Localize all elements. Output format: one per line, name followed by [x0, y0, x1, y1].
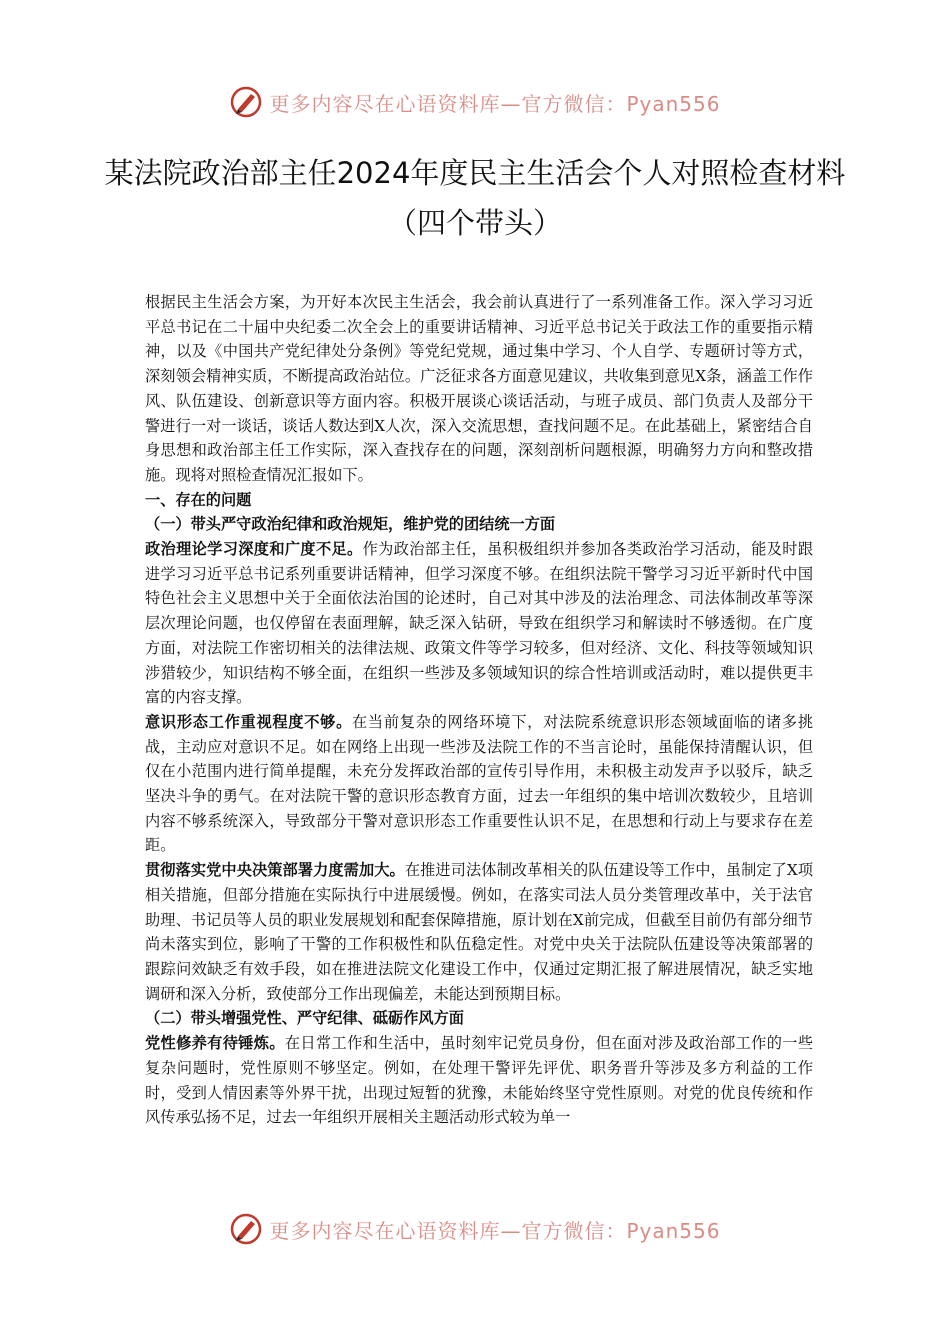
paragraph-lead: 意识形态工作重视程度不够。 [145, 712, 352, 731]
subsection-heading-1: （一）带头严守政治纪律和政治规矩，维护党的团结统一方面 [145, 515, 556, 534]
watermark-text-bottom: 更多内容尽在心语资料库—官方微信：Pyan556 [269, 1218, 721, 1243]
paragraph-body: 在当前复杂的网络环境下，对法院系统意识形态领域面临的诸多挑战，主动应对意识不足。如在网络上出现一些涉及法院工作的不当言论时，虽能保持清醒认识，但仅在小范围内进行简单提醒，未充分发挥政治部的宣传引导作用，未积极主动发声予以驳斥，缺乏坚决斗争的勇气。在对法院干警的意识形态教育方面，过去一年组织的集中培训次数较少，且培训内容不够系统深入，导致部分干警对意识形态工作重要性认识不足，在思想和行动上与要求存在差距。 [145, 712, 814, 855]
pen-logo-icon [229, 85, 263, 119]
watermark-banner-top [0, 82, 950, 122]
paragraph-body: 在日常工作和生活中，虽时刻牢记党员身份，但在面对涉及政治部工作的一些复杂问题时，党性原则不够坚定。例如，在处理干警评先评优、职务晋升等涉及多方利益的工作时，受到人情因素等外界干扰，出现过短暂的犹豫，未能始终坚守党性原则。对党的优良传统和作风传承弘扬不足，过去一年组织开展相关主题活动形式较为单一 [145, 1034, 814, 1127]
watermark-text-top: 更多内容尽在心语资料库—官方微信：Pyan556 [269, 91, 721, 116]
paragraph-theory-study [145, 537, 813, 710]
paragraph-party-spirit [145, 1031, 813, 1130]
paragraph-lead: 党性修养有待锤炼。 [145, 1034, 285, 1053]
document-title: 某法院政治部主任2024年度民主生活会个人对照检查材料（四个带头） [104, 156, 846, 240]
paragraph-implementation [145, 858, 813, 1006]
paragraph-body: 作为政治部主任，虽积极组织并参加各类政治学习活动，能及时跟进学习习近平总书记系列重要讲话精神，但学习深度不够。在组织法院干警学习习近平新时代中国特色社会主义思想中关于全面依法治国的论述时，自己对其中涉及的法治理念、司法体制改革等深层次理论问题，也仅停留在表面理解，缺乏深入钻研，导致在组织学习和解读时不够透彻。在广度方面，对法院工作密切相关的法律法规、政策文件等学习较多，但对经济、文化、科技等领域知识涉猎较少，知识结构不够全面，在组织一些涉及多领域知识的综合性培训或活动时，难以提供更丰富的内容支撑。 [145, 540, 814, 707]
paragraph-lead: 贯彻落实党中央决策部署力度需加大。 [145, 861, 405, 880]
intro-paragraph: 根据民主生活会方案，为开好本次民主生活会，我会前认真进行了一系列准备工作。深入学习习近平总书记在二十届中央纪委二次全会上的重要讲话精神、习近平总书记关于政法工作的重要指示精神，以及《中国共产党纪律处分条例》等党纪党规，通过集中学习、个人自学、专题研讨等方式，深刻领会精神实质，不断提高政治站位。广泛征求各方面意见建议，共收集到意见X条，涵盖工作作风、队伍建设、创新意识等方面内容。积极开展谈心谈话活动，与班子成员、部门负责人及部分干警进行一对一谈话，谈话人数达到X人次，深入交流思想，查找问题不足。在此基础上，紧密结合自身思想和政治部主任工作实际，深入查找存在的问题，深刻剖析问题根源，明确努力方向和整改措施。现将对照检查情况汇报如下。 [145, 293, 813, 484]
document-body [145, 290, 813, 1130]
pen-logo-icon [229, 1212, 263, 1246]
paragraph-ideology [145, 710, 813, 858]
paragraph-body: 在推进司法体制改革相关的队伍建设等工作中，虽制定了X项相关措施，但部分措施在实际执行中进展缓慢。例如，在落实司法人员分类管理改革中，关于法官助理、书记员等人员的职业发展规划和配套保障措施，原计划在X前完成，但截至目前仍有部分细节尚未落实到位，影响了干警的工作积极性和队伍稳定性。对党中央关于法院队伍建设等决策部署的跟踪问效缺乏有效手段，如在推进法院文化建设工作中，仅通过定期汇报了解进展情况，缺乏实地调研和深入分析，致使部分工作出现偏差，未能达到预期目标。 [145, 861, 814, 1003]
watermark-banner-bottom [0, 1209, 950, 1249]
subsection-heading-2: （二）带头增强党性、严守纪律、砥砺作风方面 [145, 1009, 464, 1028]
section-heading-problems: 一、存在的问题 [145, 490, 252, 509]
paragraph-lead: 政治理论学习深度和广度不足。 [145, 540, 363, 559]
